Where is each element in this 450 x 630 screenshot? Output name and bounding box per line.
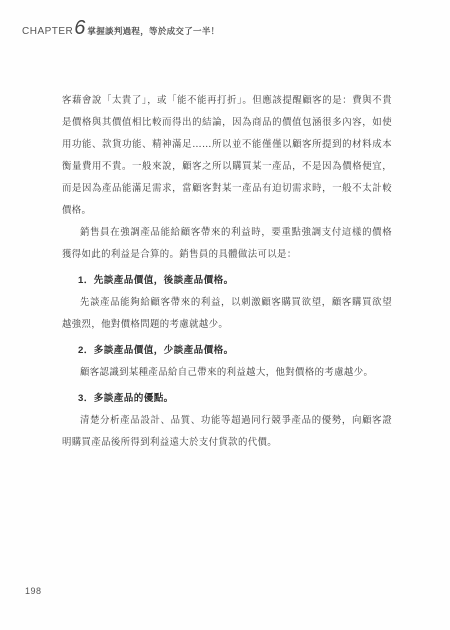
chapter-title: 掌握談判過程，等於成交了一半！: [87, 26, 220, 36]
chapter-number: 6: [74, 17, 86, 39]
paragraph-value-first: 先談產品能夠給顧客帶來的利益，以刺激顧客購買欲望，顧客購買欲望越強烈，他對價格問題的考慮就越少。: [62, 297, 392, 330]
chapter-label: CHAPTER: [22, 26, 74, 37]
section-heading-1: 1．先談產品價值，後談產品價格。: [78, 275, 234, 286]
chapter-header: [22, 18, 219, 38]
paragraph-more-value: 顧客認識到某種產品給自己帶來的利益越大，他對價格的考慮越少。: [80, 367, 374, 378]
paragraph-emphasize-benefit: 銷售員在強調產品能給顧客帶來的利益時，要重點強調支付這樣的價格獲得如此的利益是合算的。銷售員的具體做法可以是：: [62, 227, 392, 260]
paragraph-price-value: 客藉會說「太貴了」，或「能不能再打折」。但應該提醒顧客的是：費與不貴是價格與其價值相比較而得出的結論，因為商品的價值包涵很多內容，如使用功能、款貨功能、精神滿足……所以並不能僅僅以顧客所提到的材料成本衡量費用不貴。一般來說，顧客之所以購買某一產品，不是因為價格便宜，而是因為產品能滿足需求，當顧客對某一產品有迫切需求時，一般不太計較價格。: [62, 95, 392, 216]
paragraph-advantages: 清楚分析產品設計、品質、功能等超過同行競爭產品的優勢，向顧客證明購買產品後所得到利益遠大於支付貨款的代價。: [62, 415, 392, 448]
body-text: [62, 90, 392, 454]
section-heading-2: 2．多談產品價值，少談產品價格。: [78, 345, 234, 356]
section-heading-3: 3．多談產品的優點。: [78, 393, 174, 404]
page-number: 198: [25, 586, 42, 596]
